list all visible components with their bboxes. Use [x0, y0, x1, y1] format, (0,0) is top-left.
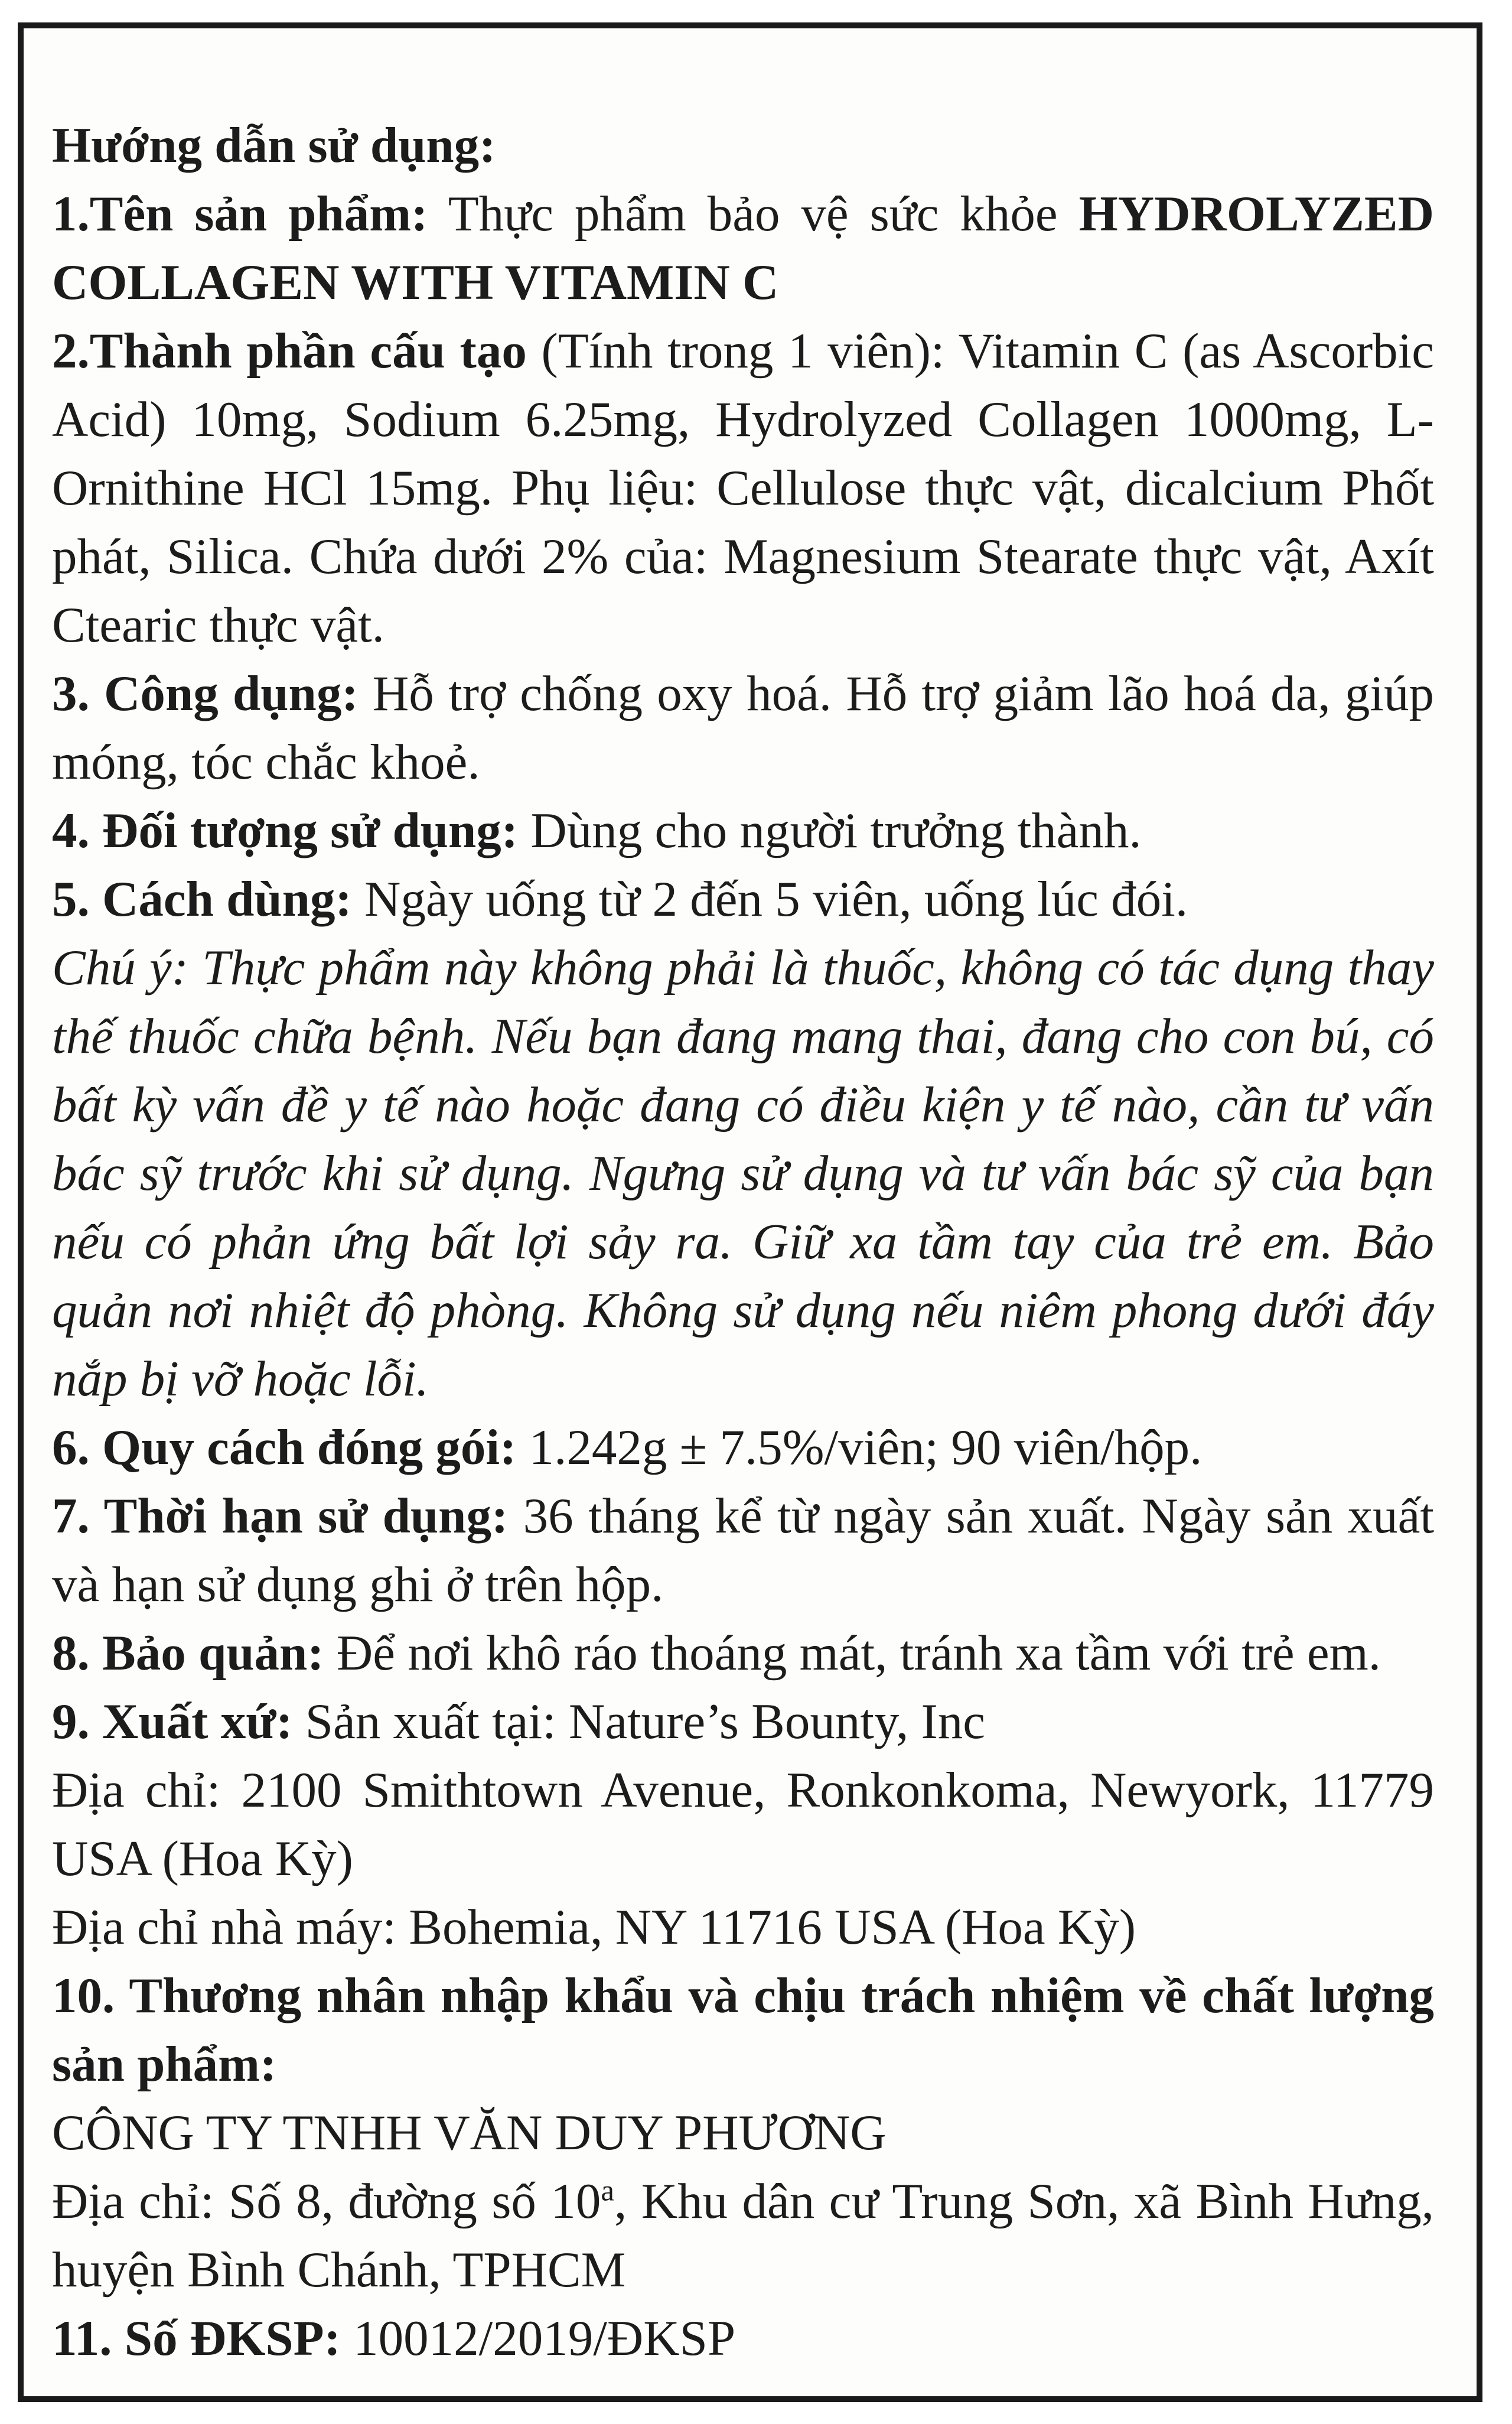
section-shelf-life: 7. Thời hạn sử dụng: 36 tháng kể từ ngày sản xuất. Ngày sản xuất và hạn sử dụng ghi ở trên hộp. [52, 1488, 1435, 1612]
label: 9. Xuất xứ: [52, 1694, 293, 1749]
origin-address: Địa chỉ: 2100 Smithtown Avenue, Ronkonkoma, Newyork, 11779 USA (Hoa Kỳ) [52, 1762, 1434, 1886]
label: 11. Số ĐKSP: [52, 2311, 341, 2366]
label: 10. Thương nhân nhập khẩu và chịu trách nhiệm về chất lượng sản phẩm: [52, 1968, 1434, 2092]
section-uses: 3. Công dụng: Hỗ trợ chống oxy hoá. Hỗ trợ giảm lão hoá da, giúp móng, tóc chắc khoẻ. [52, 666, 1434, 790]
label: 6. Quy cách đóng gói: [52, 1420, 517, 1475]
section-origin: 9. Xuất xứ: Sản xuất tại: Nature’s Bounty, Inc [52, 1694, 985, 1749]
product-name: HYDROLYZED COLLAGEN WITH VITAMIN C [52, 186, 1435, 310]
section-registration: 11. Số ĐKSP: 10012/2019/ĐKSP [52, 2311, 736, 2366]
label: 8. Bảo quản: [52, 1625, 324, 1681]
label: 3. Công dụng: [52, 666, 359, 721]
section-importer [52, 1961, 1434, 2098]
section-dosage: 5. Cách dùng: Ngày uống từ 2 đến 5 viên, uống lúc đói. [52, 871, 1188, 927]
section-packaging: 6. Quy cách đóng gói: 1.242g ± 7.5%/viên; 90 viên/hộp. [52, 1420, 1203, 1475]
section-ingredients: 2.Thành phần cấu tạo (Tính trong 1 viên): Vitamin C (as Ascorbic Acid) 10mg, Sodium 6.25mg, Hydrolyzed Collagen 1000mg, L-Ornithine HCl 15mg. Phụ liệu: Cellulose thực vật, dicalcium Phốt phát, Silica. Chứa dưới 2% của: Magnesium Stearate thực vật, Axít Ctearic thực vật. [52, 323, 1435, 653]
caution-note: Chú ý: Thực phẩm này không phải là thuốc, không có tác dụng thay thế thuốc chữa bệnh. Nếu bạn đang mang thai, đang cho con bú, có bất kỳ vấn đề y tế nào hoặc đang có điều kiện y tế nào, cần tư vấn bác sỹ trước khi sử dụng. Ngưng sử dụng và tư vấn bác sỹ của bạn nếu có phản ứng bất lợi sảy ra. Giữ xa tầm tay của trẻ em. Bảo quản nơi nhiệt độ phòng. Không sử dụng nếu niêm phong dưới đáy nắp bị vỡ hoặc lỗi. [52, 940, 1434, 1407]
label: 1.Tên sản phẩm: [52, 186, 428, 242]
importer-company: CÔNG TY TNHH VĂN DUY PHƯƠNG [52, 2105, 887, 2161]
factory-address: Địa chỉ nhà máy: Bohemia, NY 11716 USA (Hoa Kỳ) [52, 1899, 1136, 1955]
section-product-name: 1.Tên sản phẩm: Thực phẩm bảo vệ sức khỏe HYDROLYZED COLLAGEN WITH VITAMIN C [52, 186, 1435, 310]
section-storage: 8. Bảo quản: Để nơi khô ráo thoáng mát, tránh xa tầm với trẻ em. [52, 1625, 1381, 1681]
label: 7. Thời hạn sử dụng: [52, 1488, 509, 1544]
heading: Hướng dẫn sử dụng: [52, 118, 496, 173]
usage-instructions [52, 111, 1434, 2373]
label: 4. Đối tượng sử dụng: [52, 803, 519, 858]
label: 2.Thành phần cấu tạo [52, 323, 527, 379]
section-target-users: 4. Đối tượng sử dụng: Dùng cho người trưởng thành. [52, 803, 1142, 858]
importer-address: Địa chỉ: Số 8, đường số 10$^a$, Khu dân cư Trung Sơn, xã Bình Hưng, huyện Bình Chánh, TPHCM [52, 2174, 1434, 2298]
label: 5. Cách dùng: [52, 871, 352, 927]
